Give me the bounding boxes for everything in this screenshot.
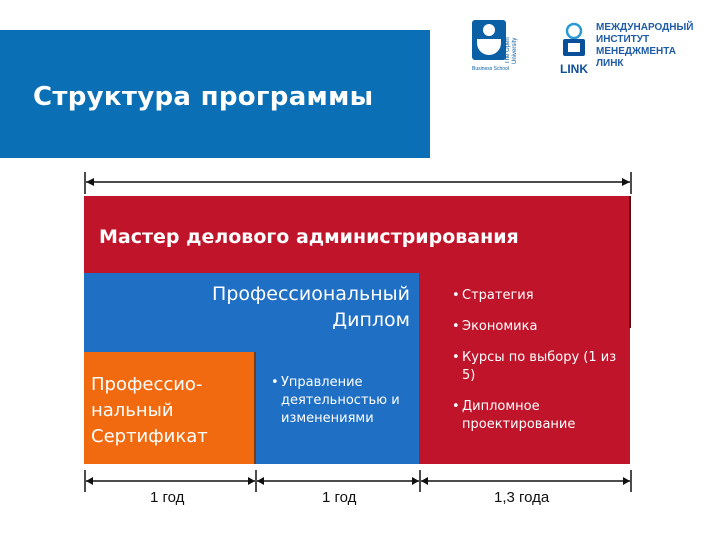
certificate-title-line: Сертификат — [91, 426, 208, 447]
link-wordmark: LINK — [560, 62, 588, 76]
diploma-title — [150, 281, 410, 333]
link-name-line: ИНСТИТУТ — [596, 34, 650, 45]
open-university-name: The Open University — [505, 37, 518, 64]
link-name-line: МЕНЕДЖМЕНТА ЛИНК — [596, 46, 676, 69]
master-bullet: • Курсы по выбору (1 из 5) — [452, 349, 627, 385]
link-logo — [560, 22, 700, 78]
page-title: Структура программы — [33, 82, 374, 112]
certificate-title — [91, 372, 251, 450]
master-program-title: Мастер делового администрирования — [99, 226, 519, 248]
master-box-edge — [629, 196, 631, 328]
master-bullet-list — [452, 287, 627, 447]
link-institute-name — [596, 22, 706, 70]
diploma-title-line: Профессиональный — [212, 283, 410, 305]
total-span-arrow — [80, 172, 636, 196]
link-emblem-icon — [560, 22, 588, 58]
link-name-line: МЕЖДУНАРОДНЫЙ — [596, 22, 694, 33]
duration-master: 1,3 года — [494, 489, 550, 506]
master-bullet: • Стратегия — [452, 287, 627, 305]
diploma-title-line: Диплом — [332, 309, 410, 331]
duration-diploma: 1 год — [322, 489, 357, 506]
master-bullet: • Дипломное проектирование — [452, 398, 627, 434]
open-university-logo — [472, 20, 532, 76]
diploma-bullet-list — [271, 374, 421, 428]
duration-certificate: 1 год — [150, 489, 185, 506]
master-bullet: • Экономика — [452, 318, 627, 336]
open-university-school: Business School — [472, 66, 509, 72]
certificate-title-line: нальный — [91, 400, 174, 421]
certificate-title-line: Профессио- — [91, 374, 203, 395]
open-university-emblem-icon — [472, 20, 506, 60]
diploma-bullet: • Управление деятельностью и изменениями — [271, 374, 421, 428]
